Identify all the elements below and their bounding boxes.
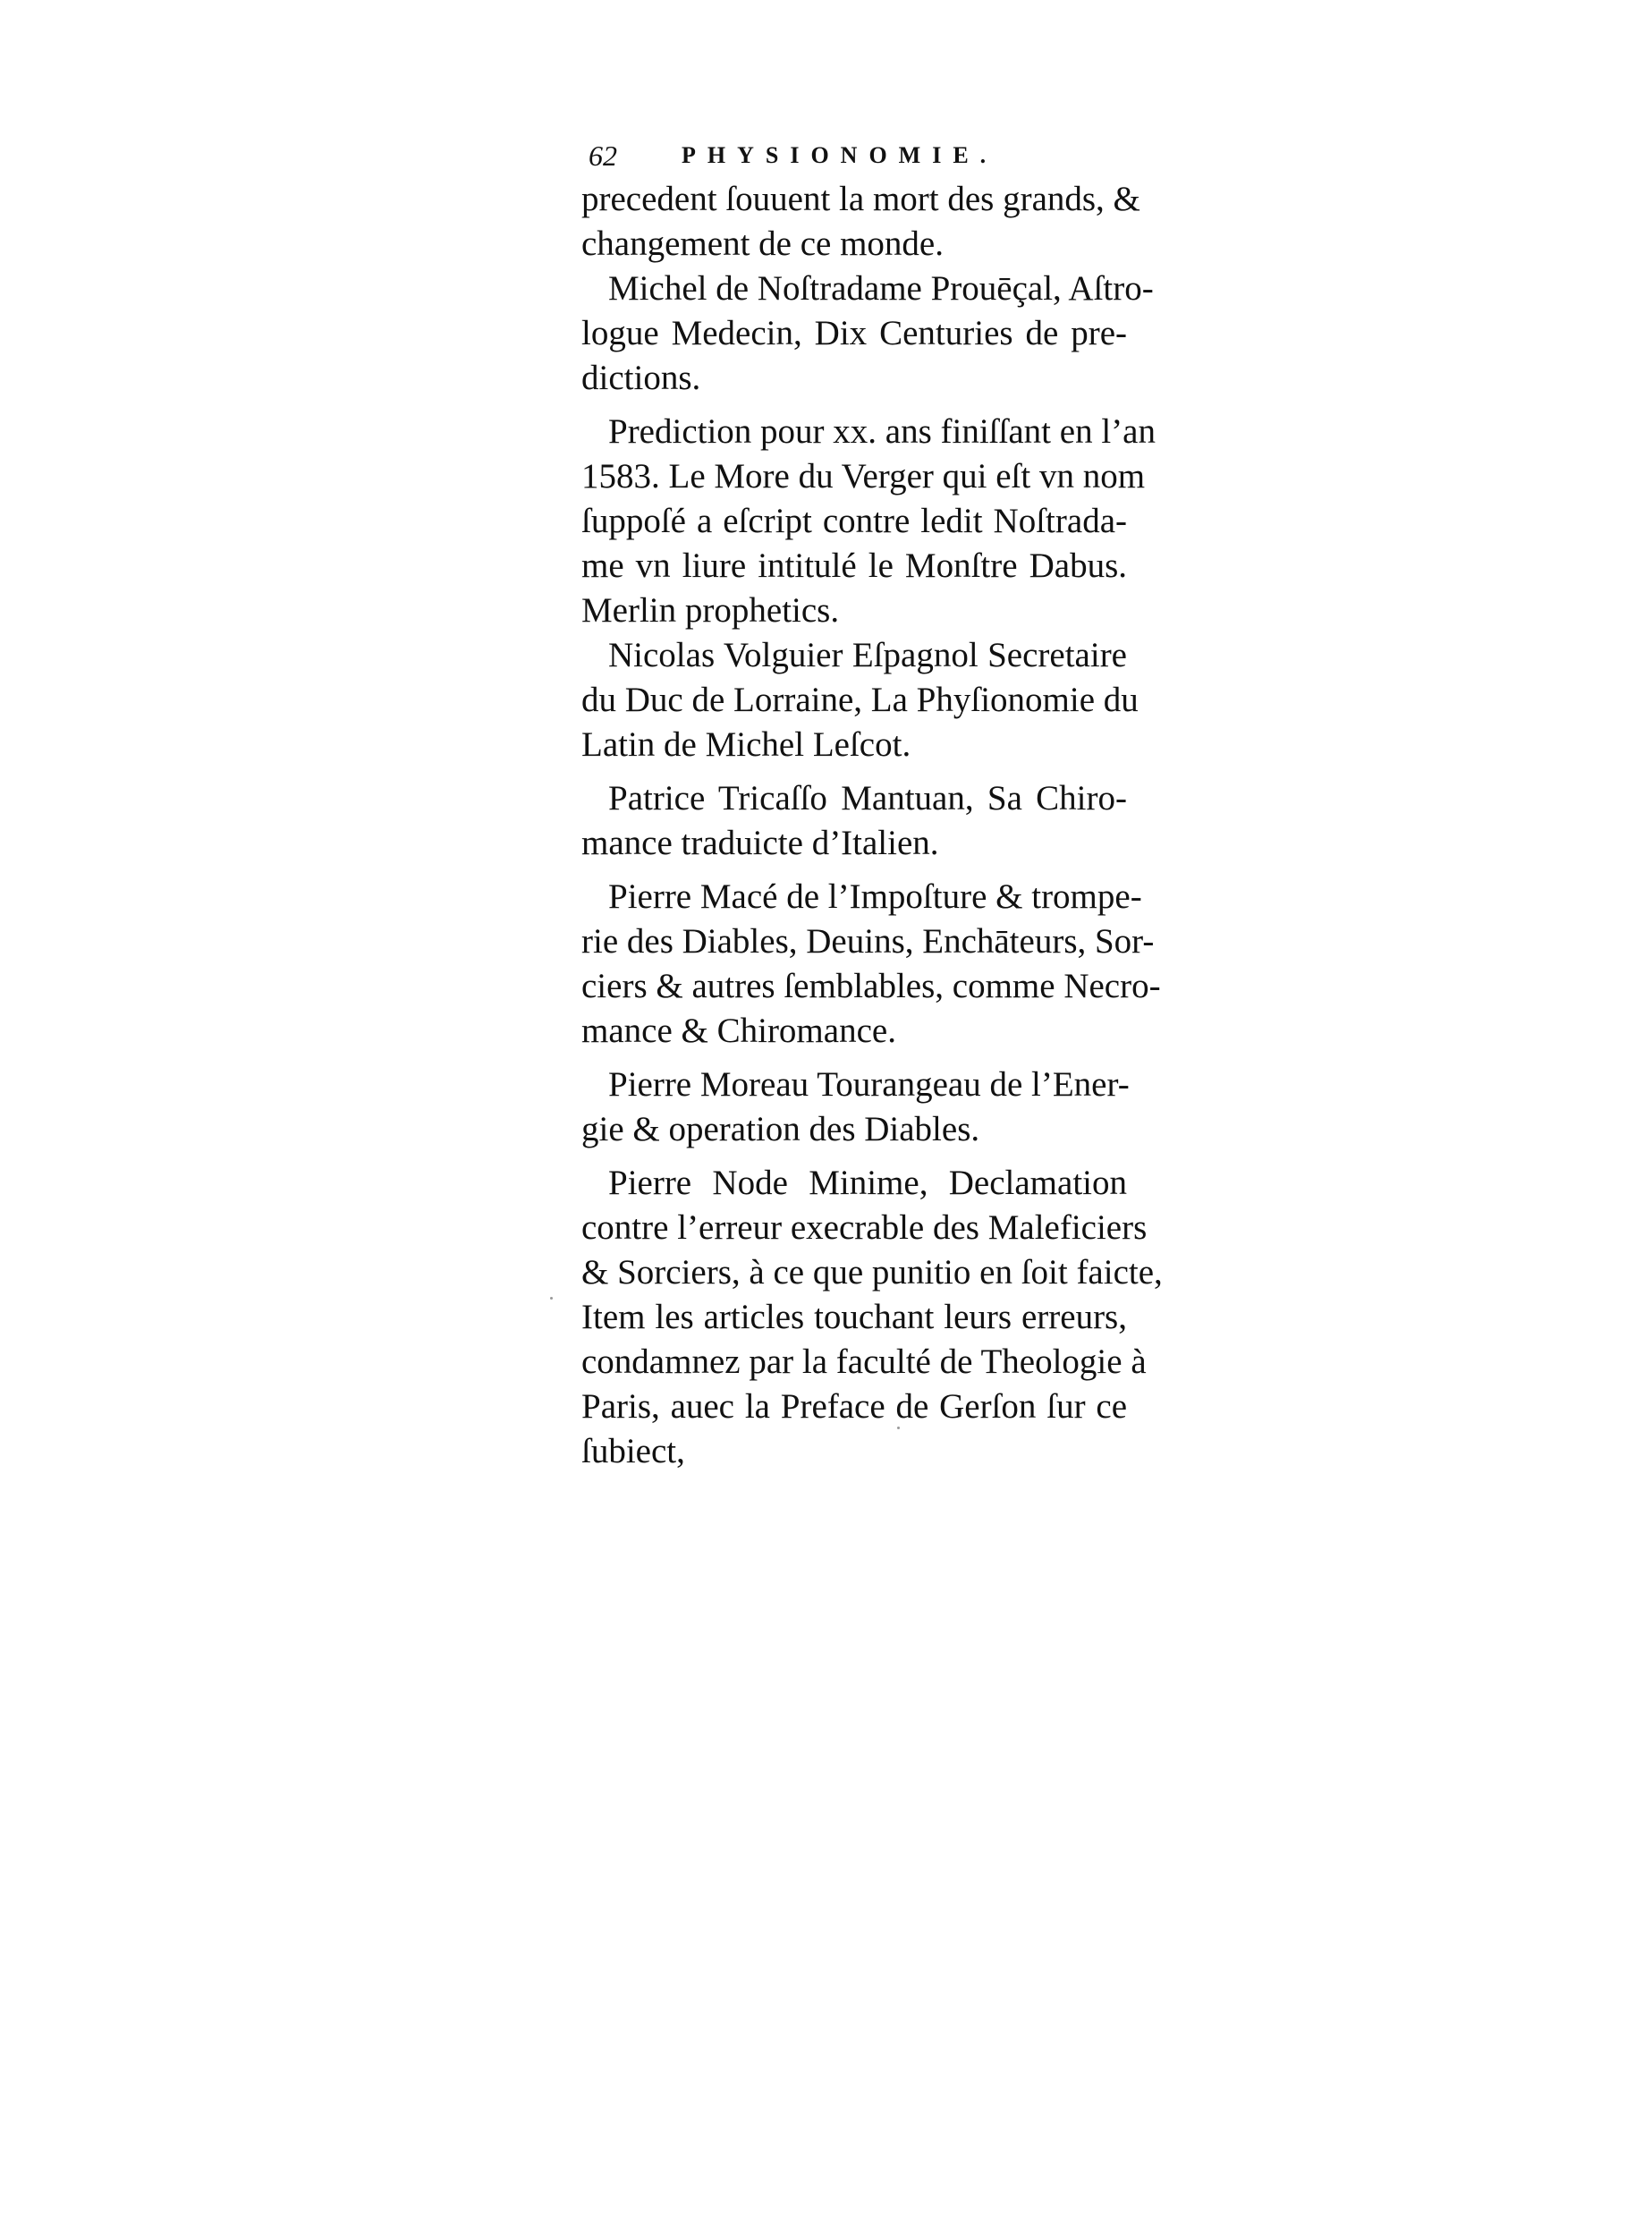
text-line: gie & operation des Diables. bbox=[581, 1110, 980, 1148]
text-line: mance & Chiromance. bbox=[581, 1012, 896, 1050]
text-line: precedent ſouuent la mort des grands, & bbox=[581, 180, 1140, 218]
page-number: 62 bbox=[589, 140, 617, 172]
stray-speck bbox=[550, 1297, 553, 1300]
text-line: contre l’erreur execrable des Maleficiers bbox=[581, 1208, 1148, 1247]
text-line: 1583. Le More du Verger qui eſt vn nom bbox=[581, 457, 1146, 495]
text-line: Paris, auec la Preface de Gerſon ſur ce bbox=[581, 1387, 1127, 1426]
text-line: condamnez par la faculté de Theologie à bbox=[581, 1342, 1147, 1381]
stray-speck bbox=[897, 1427, 900, 1429]
text-line: changement de ce monde. bbox=[581, 224, 944, 263]
text-line: me vn liure intitulé le Monſtre Dabus. bbox=[581, 546, 1127, 585]
text-line: Prediction pour xx. ans finiſſant en l’an bbox=[608, 412, 1156, 451]
text-line: Nicolas Volguier Eſpagnol Secretaire bbox=[608, 636, 1127, 674]
text-line: Pierre Node Minime, Declamation bbox=[608, 1164, 1127, 1202]
running-title: PHYSIONOMIE. bbox=[682, 142, 998, 168]
body-text bbox=[581, 177, 1163, 1474]
text-line: ſuppoſé a eſcript contre ledit Noſtrada- bbox=[581, 502, 1127, 540]
text-line: du Duc de Lorraine, La Phyſionomie du bbox=[581, 681, 1139, 719]
running-head bbox=[581, 134, 1127, 177]
text-line: logue Medecin, Dix Centuries de pre- bbox=[581, 314, 1127, 352]
text-line: Pierre Macé de l’Impoſture & trompe- bbox=[608, 877, 1142, 916]
text-line: Patrice Tricaſſo Mantuan, Sa Chiro- bbox=[608, 779, 1127, 817]
text-line: & Sorciers, à ce que punitio en ſoit faicte, bbox=[581, 1253, 1163, 1292]
text-line: rie des Diables, Deuins, Enchāteurs, Sor- bbox=[581, 922, 1155, 961]
text-line: Latin de Michel Leſcot. bbox=[581, 725, 911, 764]
text-line: Michel de Noſtradame Prouēçal, Aſtro- bbox=[608, 269, 1154, 308]
text-block bbox=[581, 134, 1163, 1474]
text-line: Merlin prophetics. bbox=[581, 591, 840, 630]
text-line: ciers & autres ſemblables, comme Necro- bbox=[581, 967, 1161, 1005]
text-line: ſubiect, bbox=[581, 1432, 685, 1470]
text-line: Item les articles touchant leurs erreurs, bbox=[581, 1298, 1127, 1336]
text-line: dictions. bbox=[581, 359, 701, 397]
text-line: mance traduicte d’Italien. bbox=[581, 824, 939, 862]
text-line: Pierre Moreau Tourangeau de l’Ener- bbox=[608, 1065, 1130, 1104]
